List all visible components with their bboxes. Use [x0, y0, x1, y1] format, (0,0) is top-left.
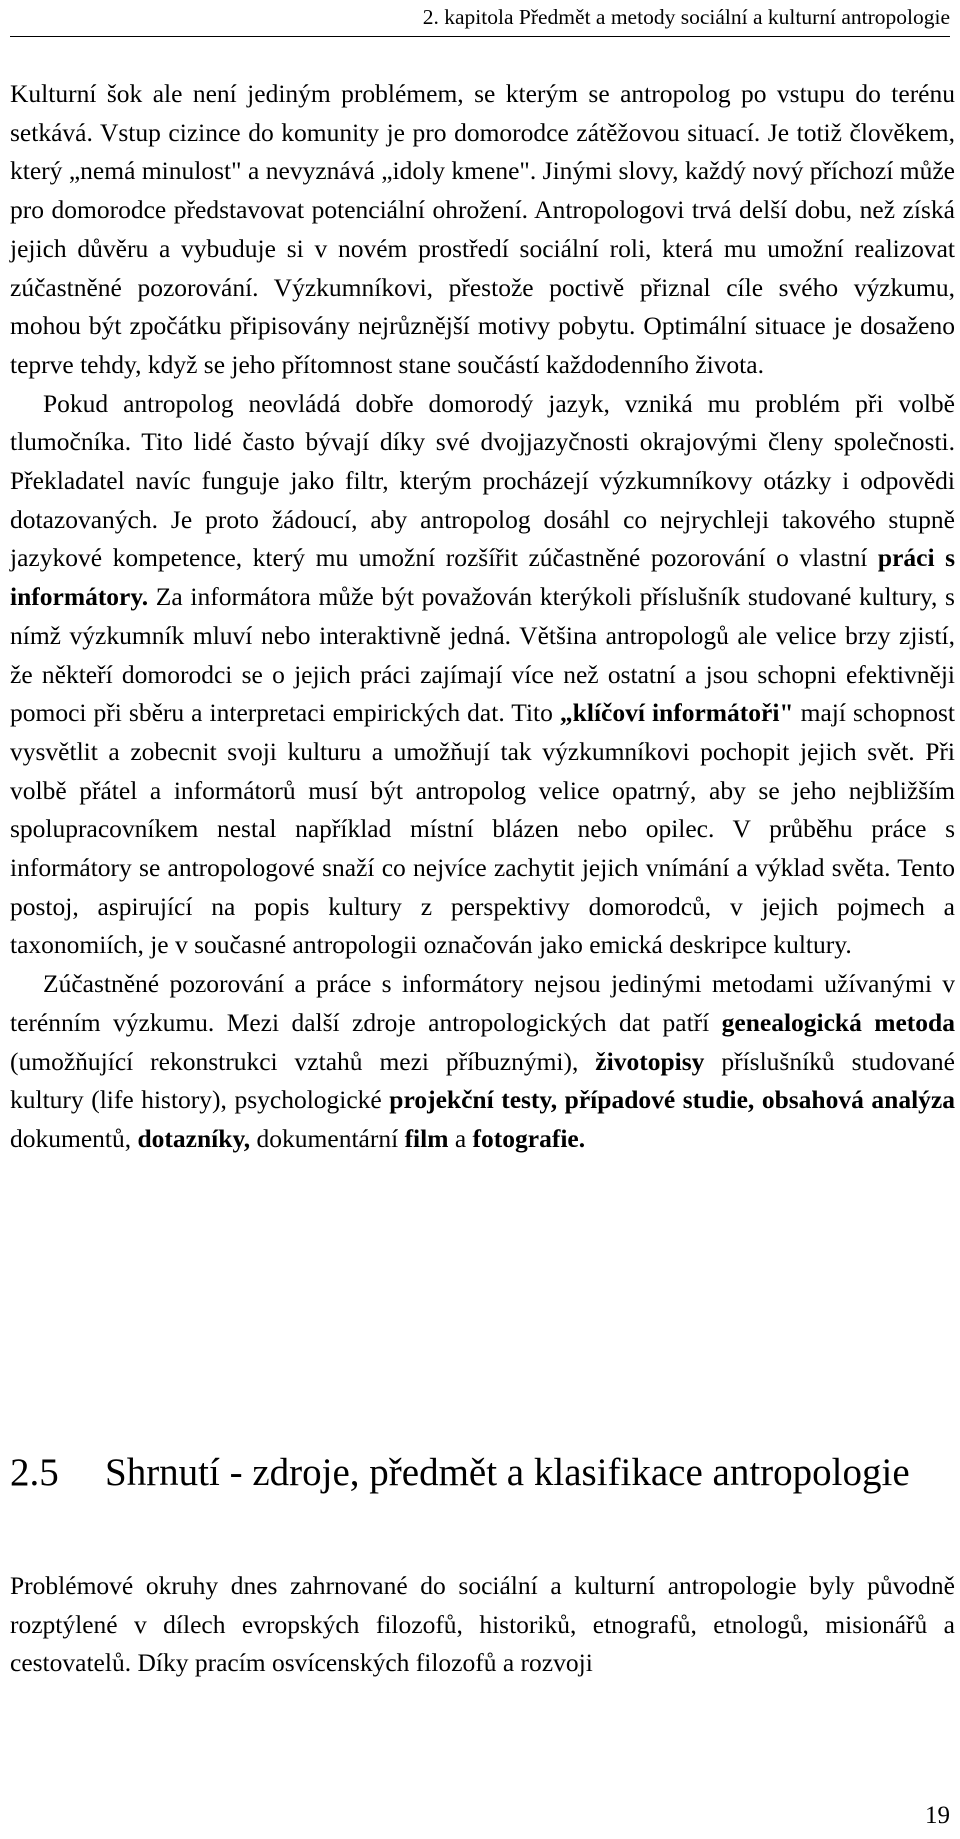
paragraph-text: dokumentární: [250, 1123, 405, 1153]
header-divider: [10, 36, 950, 37]
page-number: 19: [925, 1802, 950, 1829]
paragraph-text: a: [448, 1123, 473, 1153]
bold-term: životopisy: [595, 1046, 705, 1076]
bold-term: fotografie.: [472, 1123, 586, 1153]
paragraph-methods: [10, 965, 955, 1159]
paragraph-text: mají schopnost vysvětlit a zobecnit svoji kulturu a umožňují tak výzkumníkovi pochopit jejich svět. Při volbě přátel a informátorů musí být antropolog velice opatrný, aby se jeho nejbližším spolupracovníkem nestal například místní blázen nebo opilec. V průběhu práce s informátory se antropologové snaží co nejvíce zachytit jejich vnímání a výklad světa. Tento postoj, aspirující na popis kultury z perspektivy domorodců, v jejich pojmech a taxonomiích, je v současné antropologii označován jako emická deskripce kultury.: [10, 698, 956, 960]
section-heading: [10, 1448, 955, 1498]
bold-term: „klíčoví informátoři": [559, 698, 794, 728]
paragraph-text: Pokud antropolog neovládá dobře domorodý jazyk, vzniká mu problém při volbě tlumočníka. Tito lidé často bývají díky své dvojjazyčnosti okrajovými členy společnosti. Překladatel navíc funguje jako filtr, kterým procházejí výzkumníkovy otázky i odpovědi dotazovaných. Je proto žádoucí, aby antropolog dosáhl co nejrychleji takového stupně jazykové kompetence, který mu umožní rozšířit zúčastněné pozorování o vlastní: [10, 388, 955, 573]
paragraph-text: Kulturní šok ale není jediným problémem, se kterým se antropolog po vstupu do terénu setkává. Vstup cizince do komunity je pro domorodce zátěžovou situací. Je totiž člověkem, který „nemá minulost" a nevyznává „idoly kmene". Jinými slovy, každý nový příchozí může pro domorodce představovat potenciální ohrožení. Antropologovi trvá delší dobu, než získá jejich důvěru a vybuduje si v novém prostředí sociální roli, která mu umožní realizovat zúčastněné pozorování. Výzkumníkovi, přestože poctivě přiznal cíle svého výzkumu, mohou být zpočátku připisovány nejrůznější motivy pobytu. Optimální situace je dosaženo teprve tehdy, když se jeho přítomnost stane součástí každodenního života.: [10, 79, 955, 379]
paragraph-informants: [10, 385, 955, 966]
paragraph-text: (umožňující rekonstrukci vztahů mezi příbuznými),: [10, 1046, 596, 1076]
section-number: 2.5: [10, 1451, 59, 1494]
paragraph-text: Zúčastněné pozorování a práce s informátory nejsou jedinými metodami užívanými v terénním výzkumu. Mezi další zdroje antropologických dat patří: [10, 969, 955, 1037]
bold-term: film: [404, 1123, 449, 1153]
body-text: [10, 75, 955, 1159]
paragraph-text: Za informátora může být považován kterýkoli příslušník studované kultury, s nímž výzkumník mluví nebo interaktivně jedná. Většina antropologů ale velice brzy zjistí, že někteří domorodci se o jejich práci zajímají více než ostatní a jsou schopni efektivněji pomoci při sběru a interpretaci empirických dat. Tito: [10, 582, 955, 728]
paragraph-text: dokumentů,: [10, 1123, 138, 1153]
paragraph-culture-shock: [10, 75, 955, 385]
section-title: Shrnutí - zdroje, předmět a klasifikace antropologie: [105, 1451, 910, 1494]
section-body: [10, 1567, 955, 1683]
bold-term: projekční testy, případové studie, obsahová analýza: [389, 1085, 955, 1115]
paragraph-summary: Problémové okruhy dnes zahrnované do sociální a kulturní antropologie byly původně rozptýlené v dílech evropských filozofů, historiků, etnografů, etnologů, misionářů a cestovatelů. Díky pracím osvícenských filozofů a rozvoji: [10, 1571, 955, 1678]
bold-term: práci s informátory.: [10, 543, 956, 612]
bold-term: dotazníky,: [137, 1123, 251, 1153]
paragraph-text: příslušníků studované kultury (life history), psychologické: [10, 1046, 955, 1115]
bold-term: genealogická metoda: [721, 1007, 955, 1037]
running-header: 2. kapitola Předmět a metody sociální a kulturní antropologie: [422, 5, 950, 29]
